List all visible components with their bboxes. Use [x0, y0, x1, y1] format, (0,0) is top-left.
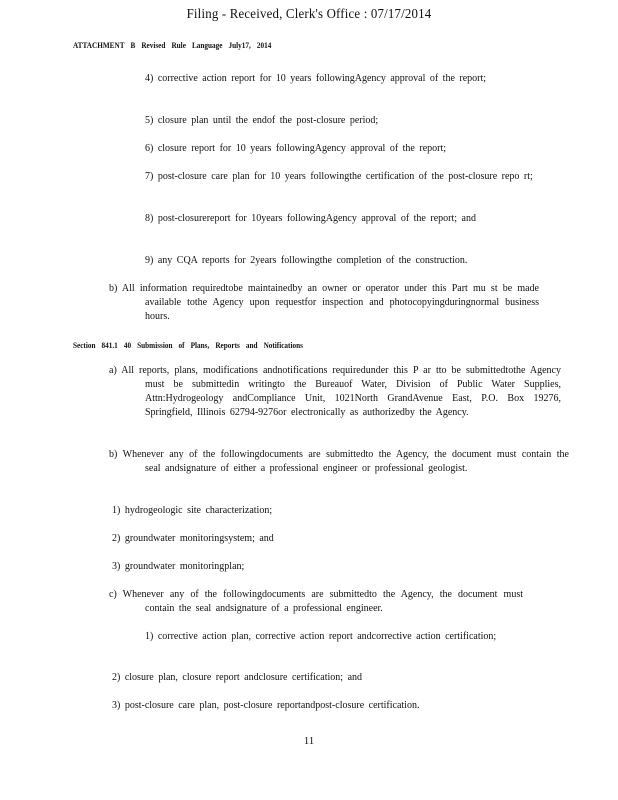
list-item: 1) hydrogeologic site characterization; [112, 505, 273, 516]
section-heading: Section 841.1 40 Submission of Plans, Reports and Notifications [73, 340, 303, 350]
list-item: 3) post-closure care plan, post-closure reportandpost-closure certification. [112, 700, 420, 711]
list-item: 5) closure plan until the endof the post-closure period; [145, 115, 379, 126]
paragraph-c-seal: c) Whenever any of the followingdocuments are submittedto the Agency, the document must contain the seal andsignature of a professional engineer. [109, 589, 523, 614]
list-item: 9) any CQA reports for 2years followingthe completion of the construction. [145, 255, 468, 266]
list-item: 8) post-closurereport for 10years followingAgency approval of the report; and [145, 213, 476, 224]
list-item: 3) groundwater monitoringplan; [112, 561, 245, 572]
paragraph-a-submission: a) All reports, plans, modifications andnotifications requiredunder this P ar tto be submittedtothe Agency must be submittedin writingto the Bureauof Water, Division of Public Water Supplies, Attn:Hydrogeology andCompliance Unit, 1021North GrandAvenue East, P.O. Box 19276, Springfield, Illinois 62794-9276or electronically as authorizedby the Agency. [109, 365, 561, 418]
page-number: 11 [303, 735, 315, 747]
paragraph-b-information: b) All information requiredtobe maintainedby an owner or operator under this Part mu st be made available tothe Agency upon requestfor inspection and photocopyingduringnormal business hours. [109, 283, 539, 322]
list-item: 2) groundwater monitoringsystem; and [112, 533, 274, 544]
list-item: 2) closure plan, closure report andclosure certification; and [112, 672, 363, 683]
list-item: 4) corrective action report for 10 years followingAgency approval of the report; [145, 73, 487, 84]
list-item: 1) corrective action plan, corrective action report andcorrective action certification; [145, 631, 497, 642]
filing-stamp-header: Filing - Received, Clerk's Office : 07/17/2014 [186, 7, 432, 22]
paragraph-b-seal: b) Whenever any of the followingdocuments are submittedto the Agency, the document must contain the seal andsignature of either a professional engineer or professional geologist. [109, 449, 569, 474]
attachment-line: ATTACHMENT B Revised Rule Language July17, 2014 [73, 40, 272, 50]
list-item: 7) post-closure care plan for 10 years followingthe certification of the post-closure repo rt; [145, 171, 533, 182]
list-item: 6) closure report for 10 years followingAgency approval of the report; [145, 143, 447, 154]
